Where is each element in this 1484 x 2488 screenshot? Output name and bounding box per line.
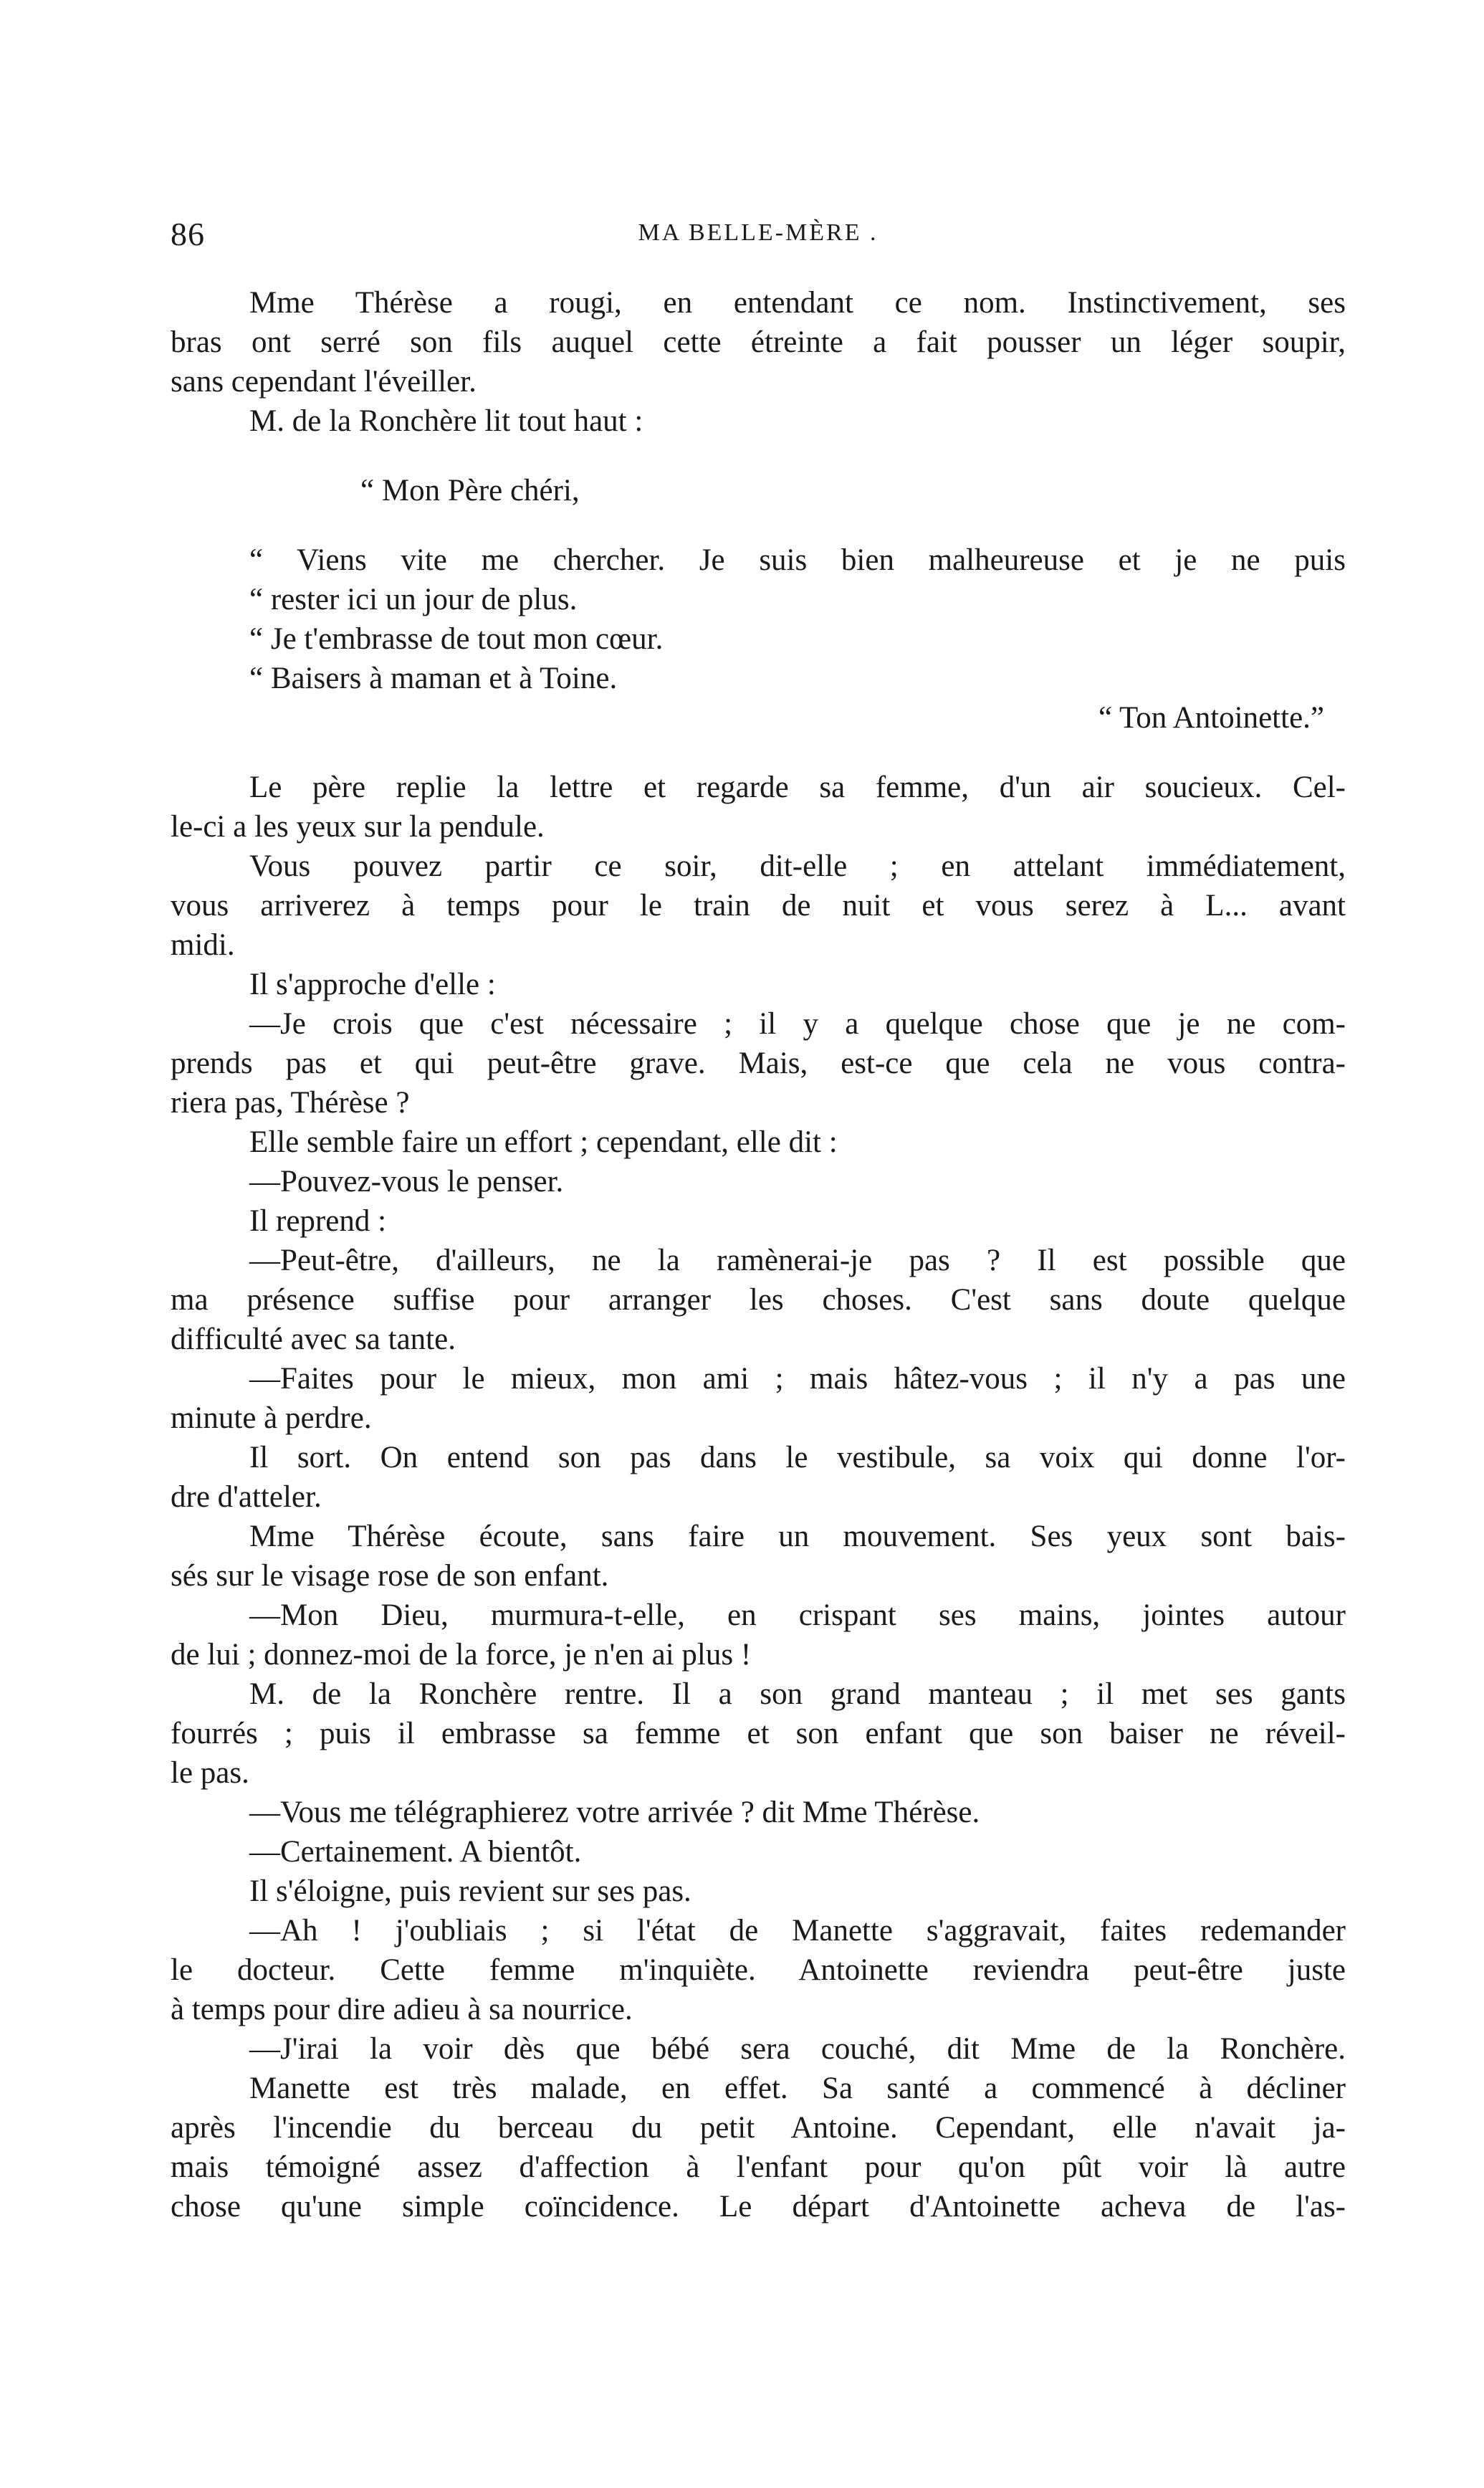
letter-line: “ Viens vite me chercher. Je suis bien malheureuse et je ne puis <box>249 543 1346 577</box>
text-line: à temps pour dire adieu à sa nourrice. <box>171 1993 633 2026</box>
text-line: —J'irai la voir dès que bébé sera couché, dit Mme de la Ronchère. <box>249 2032 1346 2066</box>
text-line: prends pas et qui peut-être grave. Mais, est-ce que cela ne vous contra- <box>171 1047 1346 1080</box>
text-line: mais témoigné assez d'affection à l'enfant pour qu'on pût voir là autre <box>171 2150 1346 2184</box>
text-line: le-ci a les yeux sur la pendule. <box>171 810 545 844</box>
text-line: Il sort. On entend son pas dans le vestibule, sa voix qui donne l'or- <box>249 1441 1346 1474</box>
text-line: le pas. <box>171 1756 249 1790</box>
text-line: Elle semble faire un effort ; cependant, elle dit : <box>249 1125 838 1159</box>
body-text <box>171 283 1346 2226</box>
text-line: —Je crois que c'est nécessaire ; il y a quelque chose que je ne com- <box>249 1007 1346 1041</box>
text-line: —Peut-être, d'ailleurs, ne la ramènerai-je pas ? Il est possible que <box>249 1244 1346 1277</box>
text-line: le docteur. Cette femme m'inquiète. Antoinette reviendra peut-être juste <box>171 1953 1346 1987</box>
text-line: ma présence suffise pour arranger les choses. C'est sans doute quelque <box>171 1283 1346 1317</box>
text-line: sans cependant l'éveiller. <box>171 365 477 399</box>
text-line: —Vous me télégraphierez votre arrivée ? dit Mme Thérèse. <box>249 1796 980 1829</box>
text-line: dre d'atteler. <box>171 1480 322 1514</box>
letter-line: “ Je t'embrasse de tout mon cœur. <box>249 622 664 656</box>
text-line: Vous pouvez partir ce soir, dit-elle ; en attelant immédiatement, <box>249 849 1346 883</box>
text-line: fourrés ; puis il embrasse sa femme et son enfant que son baiser ne réveil- <box>171 1717 1346 1750</box>
text-line: —Faites pour le mieux, mon ami ; mais hâtez-vous ; il n'y a pas une <box>249 1362 1346 1396</box>
text-line: Il reprend : <box>249 1204 387 1238</box>
letter-line: “ Baisers à maman et à Toine. <box>249 662 618 695</box>
running-title: MA BELLE-MÈRE . <box>638 219 879 246</box>
text-line: de lui ; donnez-moi de la force, je n'en ai plus ! <box>171 1638 752 1672</box>
text-line: Manette est très malade, en effet. Sa santé a commencé à décliner <box>249 2072 1346 2105</box>
text-line: Le père replie la lettre et regarde sa femme, d'un air soucieux. Cel- <box>249 771 1346 804</box>
letter-line: “ rester ici un jour de plus. <box>249 583 578 616</box>
text-line: minute à perdre. <box>171 1401 372 1435</box>
text-line: Il s'éloigne, puis revient sur ses pas. <box>249 1874 691 1908</box>
text-line: midi. <box>171 928 235 962</box>
text-line: M. de la Ronchère lit tout haut : <box>249 404 643 438</box>
letter-signature: “ Ton Antoinette.” <box>1098 701 1324 735</box>
page-header <box>171 215 1346 258</box>
text-line: Mme Thérèse a rougi, en entendant ce nom. Instinctivement, ses <box>249 286 1346 320</box>
text-line: —Certainement. A bientôt. <box>249 1835 582 1869</box>
letter-salutation: “ Mon Père chéri, <box>360 474 580 507</box>
text-line: riera pas, Thérèse ? <box>171 1086 410 1120</box>
text-line: Mme Thérèse écoute, sans faire un mouvement. Ses yeux sont bais- <box>249 1520 1346 1553</box>
text-line: —Pouvez-vous le penser. <box>249 1165 564 1198</box>
text-line: —Mon Dieu, murmura-t-elle, en crispant ses mains, jointes autour <box>249 1598 1346 1632</box>
page-number: 86 <box>171 216 205 252</box>
text-line: sés sur le visage rose de son enfant. <box>171 1559 609 1593</box>
text-line: chose qu'une simple coïncidence. Le départ d'Antoinette acheva de l'as- <box>171 2190 1346 2224</box>
text-line: M. de la Ronchère rentre. Il a son grand manteau ; il met ses gants <box>249 1677 1346 1711</box>
text-line: difficulté avec sa tante. <box>171 1322 456 1356</box>
text-line: bras ont serré son fils auquel cette étreinte a fait pousser un léger soupir, <box>171 325 1346 359</box>
text-line: vous arriverez à temps pour le train de nuit et vous serez à L... avant <box>171 889 1346 923</box>
text-line: —Ah ! j'oubliais ; si l'état de Manette s'aggravait, faites redemander <box>249 1914 1346 1948</box>
text-line: après l'incendie du berceau du petit Antoine. Cependant, elle n'avait ja- <box>171 2111 1346 2145</box>
text-line: Il s'approche d'elle : <box>249 968 496 1001</box>
